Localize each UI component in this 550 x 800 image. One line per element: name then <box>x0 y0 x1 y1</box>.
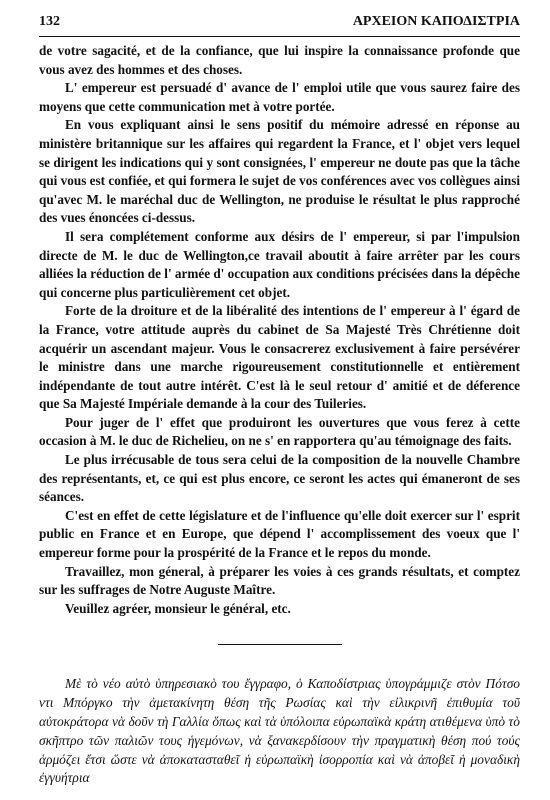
french-paragraph: Travaillez, mon géneral, à préparer les voies à ces grands résultats, et comptez sur les suffrages de Notre Auguste Maître. <box>39 563 520 598</box>
french-paragraph: Veuillez agréer, monsieur le général, etc. <box>65 600 291 616</box>
running-header <box>39 14 520 32</box>
running-title: ΑΡΧΕΙΟΝ ΚΑΠΟΔΙΣΤΡΙΑ <box>352 14 520 29</box>
french-paragraph: C'est en effet de cette législature et de l'influence qu'elle doit exercer sur l' esprit public en France et en Europe, que dépend l' accomplissement des voeux que l' empereur forme pour la prospérité de la France et le repos du monde. <box>39 507 520 561</box>
french-paragraph: Le plus irrécusable de tous sera celui de la composition de la nouvelle Chambre des représentants, et, ce qui est plus encore, ce seront les actes qui émaneront de ses séances. <box>39 452 520 505</box>
header-rule <box>39 36 520 37</box>
french-paragraph: Forte de la droiture et de la libéralité des intentions de l' empereur à l' égard de la France, votre attitude auprès du cabinet de Sa Majesté Très Chrétienne doit acquérir un ascendant majeur. Vous le consacrerez exclusivement à faire persévérer le ministre dans une marche rigoureusement constitutionnelle et entièrement indépendante de tout autre intérêt. C'est là le seul retour d' amitié et de déference que Sa Majesté Impériale demande à la cour des Tuileries. <box>39 303 520 412</box>
page-number: 132 <box>39 14 60 29</box>
french-letter-text <box>39 42 520 618</box>
greek-paragraph: Μὲ τὸ νέο αὐτὸ ὑπηρεσιακὸ του ἔγγραφο, ὁ Καποδίστριας ὑπογράμμιζε στὸν Πότσο ντι Μπόργκο τὴν ἀμετακίνητη θέση τῆς Ρωσίας καὶ τὴν εἰλικρινῆ ἐπιθυμία τοῦ αὐτοκράτορα νὰ δοῦν τὴ Γαλλία ὅπως καὶ τὰ ὑπόλοιπα εὐρωπαϊκὰ κράτη ατιθέμενα ὑπὸ τὸ σκῆπτρο τῶν παλιῶν τους ἡγεμόνων, νὰ ξανακερδίσουν τὴν πραγματικὴ θέση πού τούς ἁρμόζει ἔτσι ὥστε νὰ ἀποκατασταθεῖ ἡ εὐρωπαϊκὴ ἰσορροπία καὶ νὰ ἀποβεῖ ἡ μοναδικὴ ἐγγυήτρια <box>39 676 520 786</box>
greek-commentary-text <box>39 675 520 788</box>
french-paragraph: de votre sagacité, et de la confiance, que lui inspire la connaissance profonde que vous avez des hommes et des choses. <box>39 43 520 77</box>
french-paragraph: L' empereur est persuadé d' avance de l' emploi utile que vous saurez faire des moyens que cette communication met à votre portée. <box>39 80 520 114</box>
french-paragraph: En vous expliquant ainsi le sens positif du mémoire adressé en réponse au ministère britannique sur les affaires qui regardent la France, et l' objet vers lequel se dirigent les indications qui y sont consignées, l' empereur ne doute pas que la tâche qui vous est confiée, et qui formera le sujet de vos conférences avec vos collègues ainsi qu'avec M. le maréchal duc de Wellington, ne produise le résultat le plus rapproché des vues énoncées ci-dessus. <box>39 117 520 226</box>
french-paragraph: Pour juger de l' effet que produiront les ouvertures que vous ferez à cette occasion à M. le duc de Richelieu, on ne s' en rapportera qu'au témoignage des faits. <box>39 414 520 449</box>
french-paragraph: Il sera complétement conforme aux désirs de l' empereur, si par l'impulsion directe de M. le duc de Wellington,ce travail aboutit à faire arrêter par les cours alliées la réduction de l' armée d' occupation aux conditions précisées dans la dépêche qui concerne plus particulièrement cet objet. <box>39 228 520 300</box>
section-separator-rule <box>218 644 342 645</box>
